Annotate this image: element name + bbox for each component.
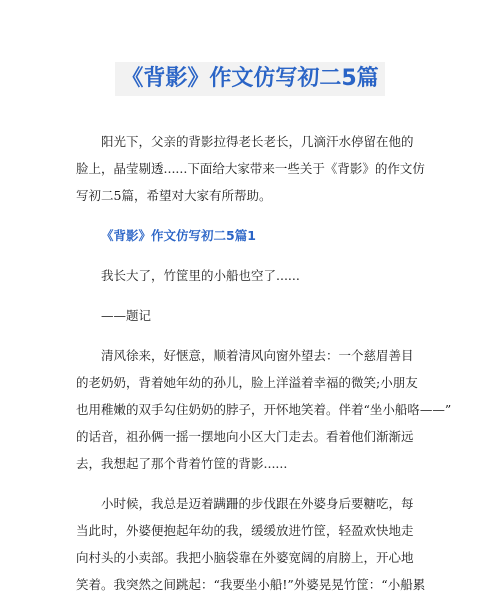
epigraph-note: ——题记 [101, 308, 152, 323]
paragraph-line: 小时候，我总是迈着蹒跚的步伐跟在外婆身后要糖吃，每 [101, 496, 414, 511]
paragraph-line: 去，我想起了那个背着竹筐的背影...... [76, 456, 288, 471]
paragraph-1: 我长大了，竹筐里的小船也空了...... [101, 268, 300, 283]
paragraph-line: 的话音，祖孙俩一摇一摆地向小区大门走去。看着他们渐渐远 [76, 429, 414, 444]
intro-line: 阳光下，父亲的背影拉得老长老长，几滴汗水停留在他的 [101, 134, 414, 149]
paragraph-line: 当此时，外婆便抱起年幼的我，缓缓放进竹筐，轻盈欢快地走 [76, 523, 414, 538]
intro-paragraph [76, 128, 426, 209]
paragraph-2 [76, 342, 452, 477]
article-body [76, 128, 452, 611]
intro-line: 脸上，晶莹剔透......下面给大家带来一些关于《背影》的作文仿 [76, 161, 425, 176]
paragraph-line: 也用稚嫩的双手勾住奶奶的脖子，开怀地笑着。伴着“坐小船咯——” [76, 402, 452, 417]
paragraph-line: 向村头的小卖部。我把小脑袋靠在外婆宽阔的肩膀上，开心地 [76, 550, 414, 565]
section-subtitle: 《背影》作文仿写初二5篇1 [101, 228, 256, 243]
title-container [0, 62, 500, 96]
paragraph-line: 笑着。我突然之间跳起：“我要坐小船!”外婆晃晃竹筐：“小船累 [76, 577, 426, 592]
paragraph-3 [76, 490, 426, 598]
paragraph-line: 清风徐来，好惬意，顺着清风向窗外望去：一个慈眉善目 [101, 348, 414, 363]
paragraph-line: 的老奶奶，背着她年幼的孙儿，脸上洋溢着幸福的微笑;小朋友 [76, 375, 418, 390]
page-title: 《背影》作文仿写初二5篇 [115, 62, 384, 96]
intro-line: 写初二5篇，希望对大家有所帮助。 [76, 188, 272, 203]
